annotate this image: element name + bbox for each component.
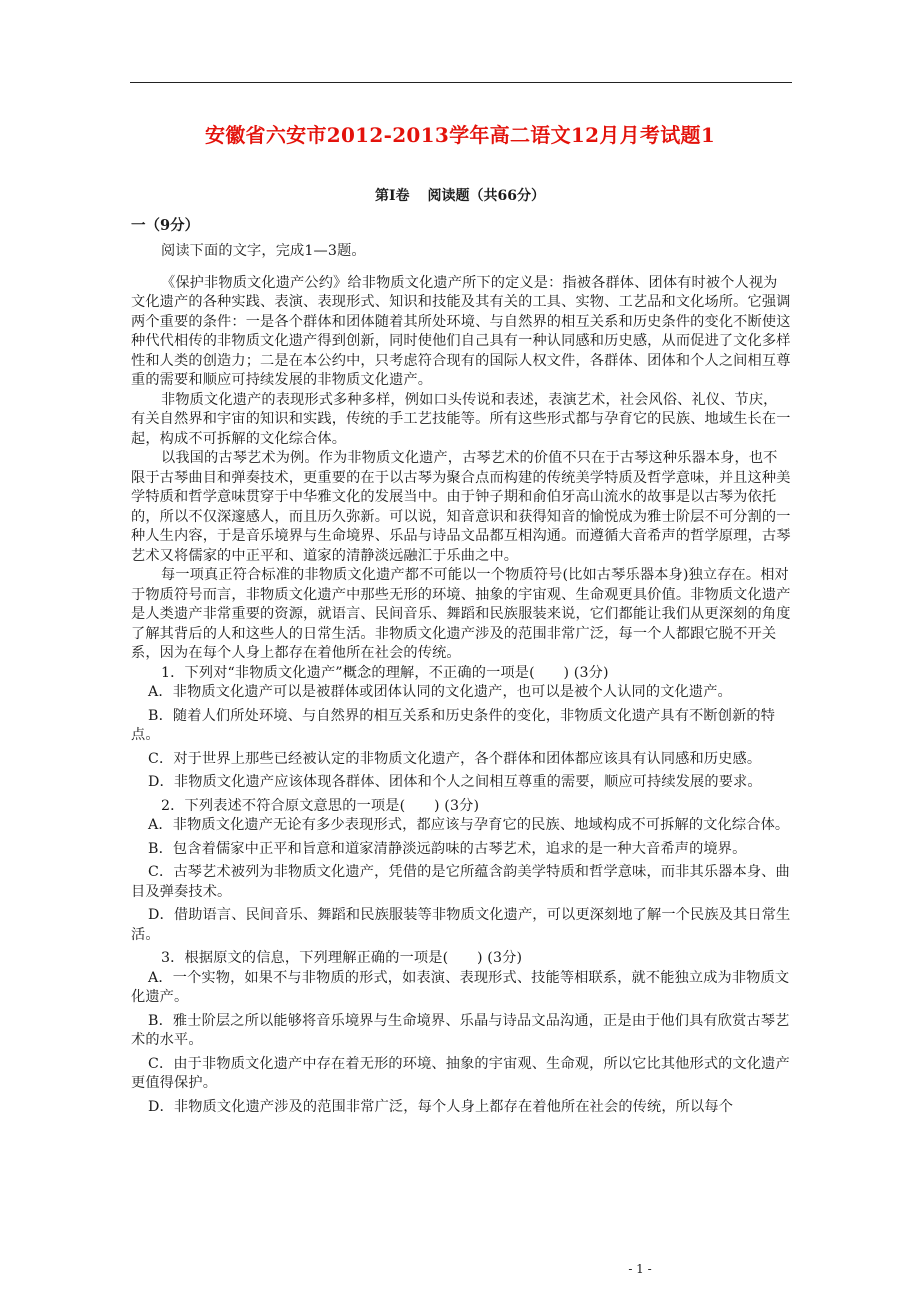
instruction-text: 阅读下面的文字，完成1—3题。	[161, 243, 366, 259]
passage-paragraph: 非物质文化遗产的表现形式多种多样，例如口头传说和表述，表演艺术，社会风俗、礼仪、节庆，有关自然界和宇宙的知识和实践，传统的手工艺技能等。所有这些形式都与孕育它的民族、地域生长在一起，构成不可拆解的文化综合体。	[131, 391, 791, 447]
page-number	[0, 1262, 920, 1276]
section-label: 第Ⅰ卷	[374, 188, 410, 204]
answer-option: B．雅士阶层之所以能够将音乐境界与生命境界、乐晶与诗品文品沟通，正是由于他们具有欣赏古琴艺术的水平。	[131, 1012, 790, 1048]
answer-option: B．包含着儒家中正平和旨意和道家清静淡远韵味的古琴艺术，追求的是一种大音希声的境界。	[148, 840, 747, 857]
answer-option: C．对于世界上那些已经被认定的非物质文化遗产，各个群体和团体都应该具有认同感和历史感。	[148, 750, 762, 767]
answer-option: A．一个实物，如果不与非物质的形式，如表演、表现形式、技能等相联系，就不能独立成为非物质文化遗产。	[131, 969, 790, 1005]
section-heading	[0, 185, 920, 205]
answer-option: D．借助语言、民间音乐、舞蹈和民族服装等非物质文化遗产，可以更深刻地了解一个民族及其日常生活。	[131, 907, 791, 943]
answer-option: C．古琴艺术被列为非物质文化遗产，凭借的是它所蕴含韵美学特质和哲学意味，而非其乐器本身、曲目及弹奏技术。	[131, 864, 790, 900]
answer-option: B．随着人们所处环境、与自然界的相互关系和历史条件的变化，非物质文化遗产具有不断创新的特点。	[131, 707, 776, 743]
part-heading: 一（9分）	[131, 217, 200, 234]
passage-paragraph: 每一项真正符合标准的非物质文化遗产都不可能以一个物质符号(比如古琴乐器本身)独立存在。相对于物质符号而言，非物质文化遗产中那些无形的环境、抽象的宇宙观、生命观更具价值。非物质文化遗产是人类遗产非常重要的资源，就语言、民间音乐、舞蹈和民族服装来说，它们都能让我们从更深刻的角度了解其背后的人和这些人的日常生活。非物质文化遗产涉及的范围非常广泛，每一个人都跟它脱不开关系，因为在每个人身上都存在着他所在社会的传统。	[131, 567, 791, 661]
answer-option: D．非物质文化遗产涉及的范围非常广泛，每个人身上都存在着他所在社会的传统，所以每个	[148, 1098, 734, 1115]
answer-option: D．非物质文化遗产应该体现各群体、团体和个人之间相互尊重的需要，顺应可持续发展的要求。	[148, 774, 762, 790]
question-stem: 2．下列表述不符合原文意思的一项是( ) (3分)	[161, 797, 480, 814]
answer-option: C．由于非物质文化遗产中存在着无形的环境、抽象的宇宙观、生命观，所以它比其他形式的文化遗产更值得保护。	[131, 1055, 790, 1091]
header-rule	[130, 82, 792, 83]
passage-paragraph: 《保护非物质文化遗产公约》给非物质文化遗产所下的定义是：指被各群体、团体有时被个人视为文化遗产的各种实践、表演、表现形式、知识和技能及其有关的工具、实物、工艺品和文化场所。它强调两个重要的条件：一是各个群体和团体随着其所处环境、与自然界的相互关系和历史条件的变化不断使这种代代相传的非物质文化遗产得到创新，同时使他们自己具有一种认同感和历史感，从而促进了文化多样性和人类的创造力；二是在本公约中，只考虑符合现有的国际人权文件，各群体、团体和个人之间相互尊重的需要和顺应可持续发展的非物质文化遗产。	[131, 274, 791, 388]
passage-paragraph: 以我国的古琴艺术为例。作为非物质文化遗产，古琴艺术的价值不只在于古琴这种乐器本身，也不限于古琴曲目和弹奏技术，更重要的在于以古琴为聚合点而构建的传统美学特质及哲学意味，并且这种美学特质和哲学意味贯穿于中华雅文化的发展当中。由于钟子期和俞伯牙高山流水的故事是以古琴为依托的，所以不仅深邃感人，而且历久弥新。可以说，知音意识和获得知音的愉悦成为雅士阶层不可分割的一种人生内容，于是音乐境界与生命境界、乐品与诗品文品都互相沟通。而遵循大音希声的哲学原理，古琴艺术又将儒家的中正平和、道家的清静淡远融汇于乐曲之中。	[131, 450, 791, 564]
section-title: 阅读题（共66分）	[427, 188, 546, 204]
document-title: 安徽省六安市2012-2013学年高二语文12月月考试题1	[204, 123, 716, 147]
reading-body	[131, 242, 791, 1121]
question-stem: 3．根据原文的信息，下列理解正确的一项是( ) (3分)	[161, 950, 523, 966]
page-number-text: - 1 -	[628, 1262, 652, 1276]
answer-option: A．非物质文化遗产无论有多少表现形式，都应该与孕育它的民族、地域构成不可拆解的文化综合体。	[148, 817, 790, 833]
question-stem: 1．下列对“非物质文化遗产”概念的理解，不正确的一项是( ) (3分)	[161, 664, 609, 681]
answer-option: A．非物质文化遗产可以是被群体或团体认同的文化遗产，也可以是被个人认同的文化遗产。	[148, 684, 732, 700]
